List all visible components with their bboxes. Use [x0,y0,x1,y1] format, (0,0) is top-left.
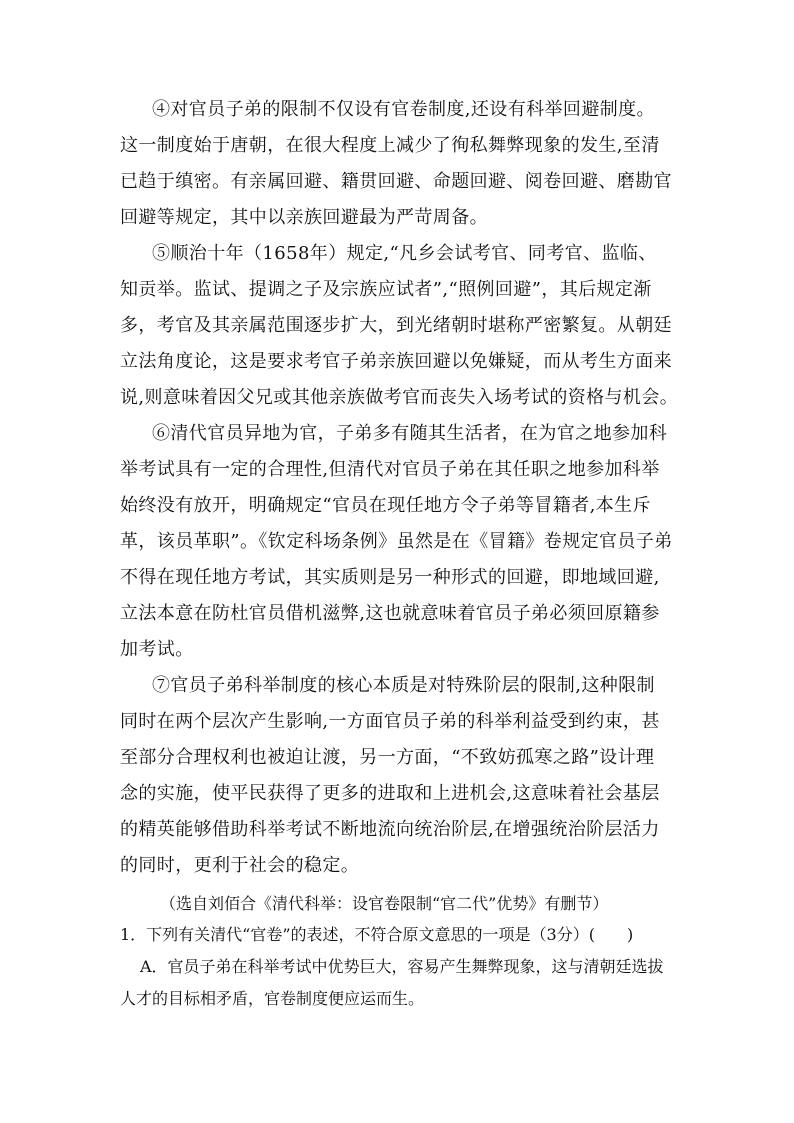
paragraph-7-line-1: ⑦官员子弟科举制度的核心本质是对特殊阶层的限制,这种限制 [152,675,655,696]
paragraph-6-line-5: 不得在现任地方考试，其实质则是另一种形式的回避，即地域回避, [120,567,660,588]
question-1-option-a-line-1: A．官员子弟在科举考试中优势巨大，容易产生舞弊现象，这与清朝廷选拔 [140,957,664,976]
paragraph-6-line-7: 加考试。 [120,639,194,660]
paragraph-7-line-3: 至部分合理权利也被迫让渡，另一方面，“不致妨孤寒之路”设计理 [120,747,655,768]
question-1-stem: 1．下列有关清代“官卷”的表述，不符合原文意思的一项是（3分）( ) [120,925,634,944]
paragraph-4-line-1: ④对官员子弟的限制不仅设有官卷制度,还设有科举回避制度。 [152,99,655,120]
paragraph-5-line-4: 立法角度论，这是要求考官子弟亲族回避以免嫌疑，而从考生方面来 [120,351,672,372]
paragraph-7-line-5: 的精英能够借助科举考试不断地流向统治阶层,在增强统治阶层活力 [120,819,660,840]
paragraph-4-line-2: 这一制度始于唐朝，在很大程度上减少了徇私舞弊现象的发生,至清 [120,135,660,156]
paragraph-6-line-2: 举考试具有一定的合理性,但清代对官员子弟在其任职之地参加科举 [120,459,660,480]
paragraph-7-line-2: 同时在两个层次产生影响,一方面官员子弟的科举利益受到约束，甚 [120,711,660,732]
paragraph-5-line-3: 多，考官及其亲属范围逐步扩大，到光绪朝时堪称严密繁复。从朝廷 [120,315,672,336]
paragraph-4-line-4: 回避等规定，其中以亲族回避最为严苛周备。 [120,207,488,228]
paragraph-6-line-1: ⑥清代官员异地为官，子弟多有随其生活者，在为官之地参加科 [152,423,668,444]
paragraph-5-line-1: ⑤顺治十年（1658年）规定,“凡乡会试考官、同考官、监临、 [152,243,657,264]
paragraph-6-line-4: 革，该员革职”。《钦定科场条例》虽然是在《冒籍》卷规定官员子弟 [120,531,673,552]
paragraph-4-line-3: 已趋于缜密。有亲属回避、籍贯回避、命题回避、阅卷回避、磨勘官 [120,171,672,192]
paragraph-6-line-6: 立法本意在防杜官员借机滋弊,这也就意味着官员子弟必须回原籍参 [120,603,660,624]
paragraph-7-line-6: 的同时，更利于社会的稳定。 [120,855,360,876]
paragraph-5-line-5: 说,则意味着因父兄或其他亲族做考官而丧失入场考试的资格与机会。 [120,387,679,408]
question-1-option-a-line-2: 人才的目标相矛盾，官卷制度便应运而生。 [120,989,425,1008]
paragraph-6-line-3: 始终没有放开，明确规定“官员在现任地方令子弟等冒籍者,本生斥 [120,495,651,516]
paragraph-7-line-4: 念的实施，使平民获得了更多的进取和上进机会,这意味着社会基层 [120,783,660,804]
source-citation: （选自刘佰合《清代科举：设官卷限制“官二代”优势》有删节） [160,894,609,913]
paragraph-5-line-2: 知贡举。监试、提调之子及宗族应试者”,“照例回避”，其后规定渐 [120,279,652,300]
